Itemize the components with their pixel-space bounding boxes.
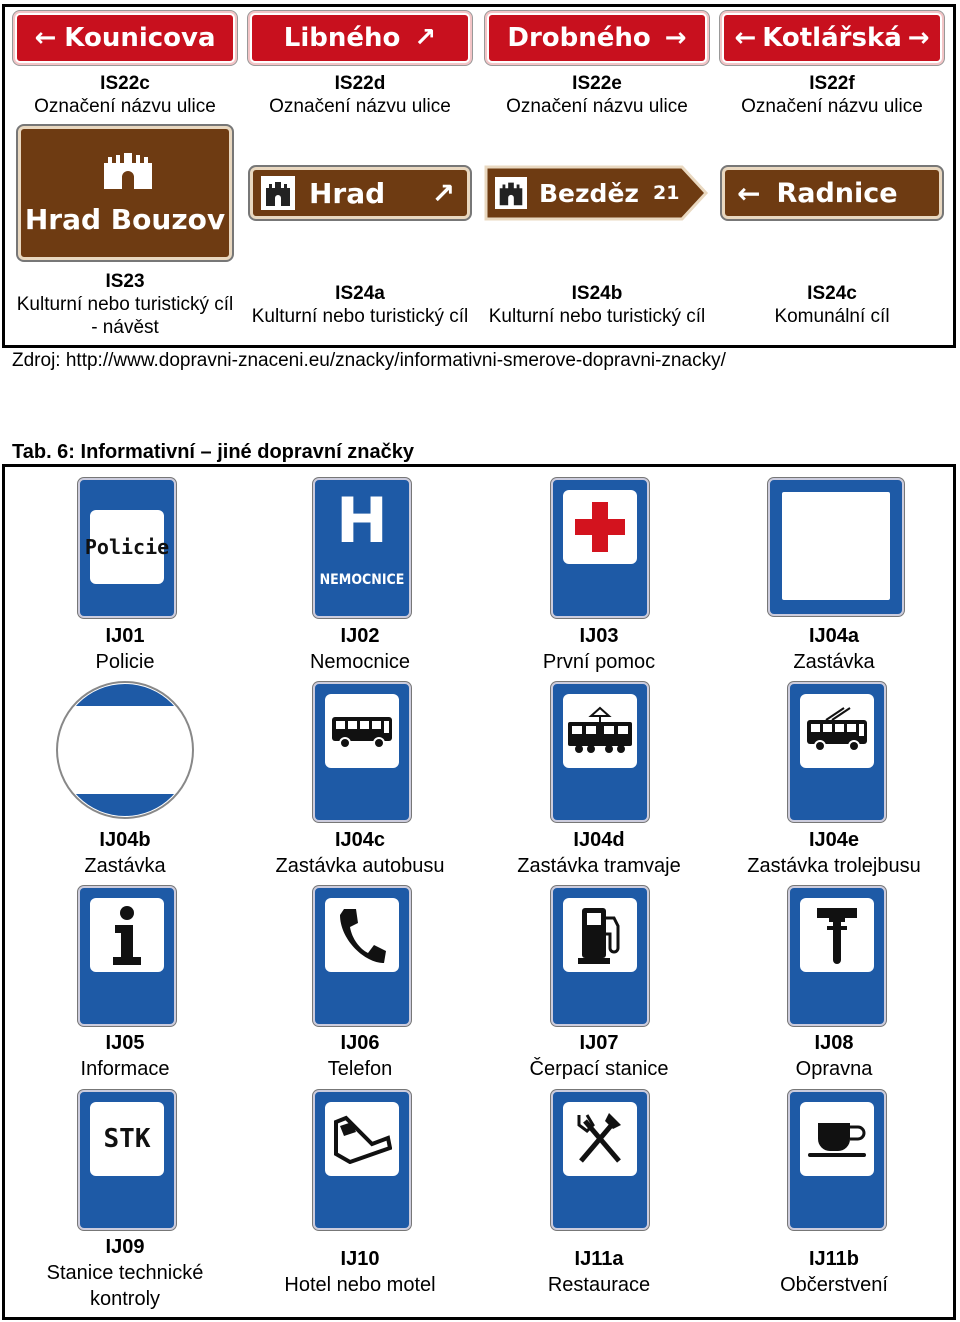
trolleybus-icon — [806, 706, 868, 756]
sign-name: Zastávka — [84, 855, 166, 877]
caption-ij04b — [10, 827, 240, 879]
street-name: Kounicova — [64, 23, 216, 53]
sign-name: Čerpací stanice — [529, 1058, 669, 1080]
caption-ij07 — [484, 1030, 714, 1082]
caption-is22d — [245, 72, 475, 118]
sign-is24a — [250, 167, 470, 219]
sign-name: Hotel nebo motel — [284, 1274, 436, 1296]
sign-name: Občerstvení — [780, 1274, 888, 1296]
sign-panel — [563, 1102, 637, 1176]
hospital-h-icon: H — [336, 484, 388, 557]
sign-panel — [800, 1102, 874, 1176]
fork-knife-icon — [575, 1111, 625, 1167]
sign-name: Informace — [80, 1058, 170, 1080]
sign-code: IJ04e — [808, 829, 860, 851]
wrench-icon — [815, 904, 859, 966]
sign-name: Označení názvu ulice — [506, 96, 688, 117]
sign-is23 — [18, 126, 232, 260]
sign-name: První pomoc — [542, 651, 656, 673]
phone-icon — [336, 905, 388, 965]
sign-name: Nemocnice — [309, 651, 411, 673]
sign-name: Opravna — [795, 1058, 873, 1080]
sign-code: IJ11b — [808, 1248, 860, 1270]
sign-name: Označení názvu ulice — [741, 96, 923, 117]
castle-icon — [261, 176, 295, 210]
sign-ij04b — [55, 680, 195, 820]
fuel-pump-icon — [576, 904, 624, 966]
caption-ij09 — [10, 1234, 240, 1312]
caption-ij04e — [719, 827, 949, 879]
sign-code: IJ08 — [814, 1032, 854, 1054]
sign-text: Radnice — [776, 177, 898, 209]
caption-ij10 — [245, 1246, 475, 1298]
sign-ij02 — [313, 478, 411, 618]
arrow-up-right-icon: ↗ — [414, 23, 437, 53]
sign-ij07 — [551, 886, 649, 1026]
caption-ij11b — [719, 1246, 949, 1298]
caption-ij02 — [245, 623, 475, 675]
sign-text: Hrad — [309, 176, 386, 210]
red-cross-icon — [575, 502, 625, 552]
sign-panel — [325, 898, 399, 972]
distance-km: 21 — [652, 182, 680, 204]
sign-panel — [90, 1102, 164, 1176]
sign-panel — [84, 510, 170, 584]
sign-is24b — [486, 167, 686, 219]
sign-code: IS24a — [335, 283, 385, 304]
caption-is24c — [717, 282, 947, 328]
caption-ij01 — [10, 623, 240, 675]
sign-ij03 — [551, 478, 649, 618]
sign-code: IJ02 — [340, 625, 380, 647]
sign-code: IS24b — [571, 283, 623, 304]
caption-is22f — [717, 72, 947, 118]
sign-text: Policie — [84, 535, 170, 559]
sign-code: IJ03 — [579, 625, 619, 647]
sign-panel — [325, 694, 399, 768]
sign-ij11b — [788, 1090, 886, 1230]
street-name: Libného — [283, 23, 401, 53]
caption-is22c — [10, 72, 240, 118]
sign-name: Kulturní nebo turistický cíl — [251, 306, 469, 327]
bus-icon — [331, 713, 393, 749]
sign-code: IS23 — [105, 271, 145, 292]
sign-panel — [325, 1102, 399, 1176]
arrow-right-icon: → — [907, 23, 930, 53]
sign-name: Telefon — [327, 1058, 393, 1080]
sign-code: IJ11a — [574, 1248, 624, 1270]
sign-panel — [563, 490, 637, 564]
sign-code: IJ10 — [340, 1248, 380, 1270]
sign-name: Zastávka trolejbusu — [747, 855, 921, 877]
caption-ij11a — [484, 1246, 714, 1298]
bed-icon — [332, 1114, 392, 1164]
street-sign-libneho — [250, 13, 470, 63]
sign-name: Komunální cíl — [774, 306, 890, 327]
arrow-left-icon: ← — [737, 176, 761, 210]
sign-name-line2: - návěst — [91, 317, 159, 338]
sign-code: IJ04d — [573, 829, 625, 851]
sign-code: IS22c — [100, 73, 150, 94]
sign-text: NEMOCNICE — [319, 572, 405, 588]
sign-name: Kulturní nebo turistický cíl — [16, 294, 234, 315]
source-note: Zdroj: http://www.dopravni-znaceni.eu/znacky/informativni-smerove-dopravni-znacky/ — [12, 350, 726, 371]
sign-ij10 — [313, 1090, 411, 1230]
sign-code: IS22d — [334, 73, 386, 94]
sign-ij04e — [788, 682, 886, 822]
caption-ij04c — [245, 827, 475, 879]
sign-name: Zastávka tramvaje — [517, 855, 681, 877]
caption-is24b — [479, 282, 715, 328]
sign-ij04a — [768, 478, 904, 616]
sign-panel — [800, 898, 874, 972]
sign-code: IJ07 — [579, 1032, 619, 1054]
caption-is22e — [482, 72, 712, 118]
sign-ij11a — [551, 1090, 649, 1230]
sign-name: Označení názvu ulice — [34, 96, 216, 117]
sign-code: IJ09 — [105, 1236, 145, 1258]
caption-is23 — [5, 270, 245, 339]
sign-code: IJ06 — [340, 1032, 380, 1054]
sign-code: IJ04c — [334, 829, 386, 851]
caption-ij05 — [10, 1030, 240, 1082]
sign-ij08 — [788, 886, 886, 1026]
street-name: Kotlářská — [762, 23, 902, 53]
sign-ij01 — [78, 478, 176, 618]
sign-code: IS22f — [809, 73, 855, 94]
sign-code: IJ04b — [99, 829, 151, 851]
sign-text: STK — [103, 1124, 151, 1154]
sign-name-line2: kontroly — [89, 1288, 161, 1310]
sign-ij05 — [78, 886, 176, 1026]
castle-icon — [495, 177, 527, 209]
caption-ij04d — [484, 827, 714, 879]
table-title: Tab. 6: Informativní – jiné dopravní značky — [12, 441, 414, 463]
sign-ij04d — [551, 682, 649, 822]
street-name: Drobného — [507, 23, 651, 53]
castle-icon — [98, 149, 158, 189]
sign-panel — [800, 694, 874, 768]
sign-code: IS24c — [807, 283, 857, 304]
sign-name: Kulturní nebo turistický cíl — [488, 306, 706, 327]
tram-icon — [567, 706, 633, 756]
sign-code: IS22e — [572, 73, 622, 94]
sign-panel — [782, 492, 890, 600]
caption-ij04a — [719, 623, 949, 675]
caption-ij03 — [484, 623, 714, 675]
arrow-right-icon: → — [664, 23, 687, 53]
cup-icon — [806, 1119, 868, 1159]
arrow-left-icon: ← — [734, 23, 757, 53]
info-icon — [107, 905, 147, 965]
sign-text: Bezděz — [539, 178, 639, 208]
street-sign-kounicova — [15, 13, 235, 63]
sign-code: IJ05 — [105, 1032, 145, 1054]
sign-ij09 — [78, 1090, 176, 1230]
sign-name: Policie — [95, 651, 155, 673]
caption-ij06 — [245, 1030, 475, 1082]
arrow-left-icon: ← — [34, 23, 57, 53]
sign-panel — [563, 898, 637, 972]
sign-ij06 — [313, 886, 411, 1026]
sign-name: Zastávka autobusu — [275, 855, 445, 877]
sign-name: Stanice technické — [46, 1262, 204, 1284]
sign-panel — [90, 898, 164, 972]
sign-code: IJ04a — [808, 625, 860, 647]
arrow-up-right-icon: ↗ — [431, 176, 455, 210]
street-sign-drobneho — [487, 13, 707, 63]
sign-name: Restaurace — [547, 1274, 651, 1296]
sign-name: Zastávka — [793, 651, 875, 673]
street-sign-kotlarska — [722, 13, 942, 63]
sign-panel — [563, 694, 637, 768]
caption-is24a — [242, 282, 478, 328]
sign-is24c — [722, 167, 942, 219]
sign-name: Označení názvu ulice — [269, 96, 451, 117]
caption-ij08 — [719, 1030, 949, 1082]
sign-text: Hrad Bouzov — [24, 203, 226, 236]
sign-code: IJ01 — [105, 625, 145, 647]
sign-ij04c — [313, 682, 411, 822]
